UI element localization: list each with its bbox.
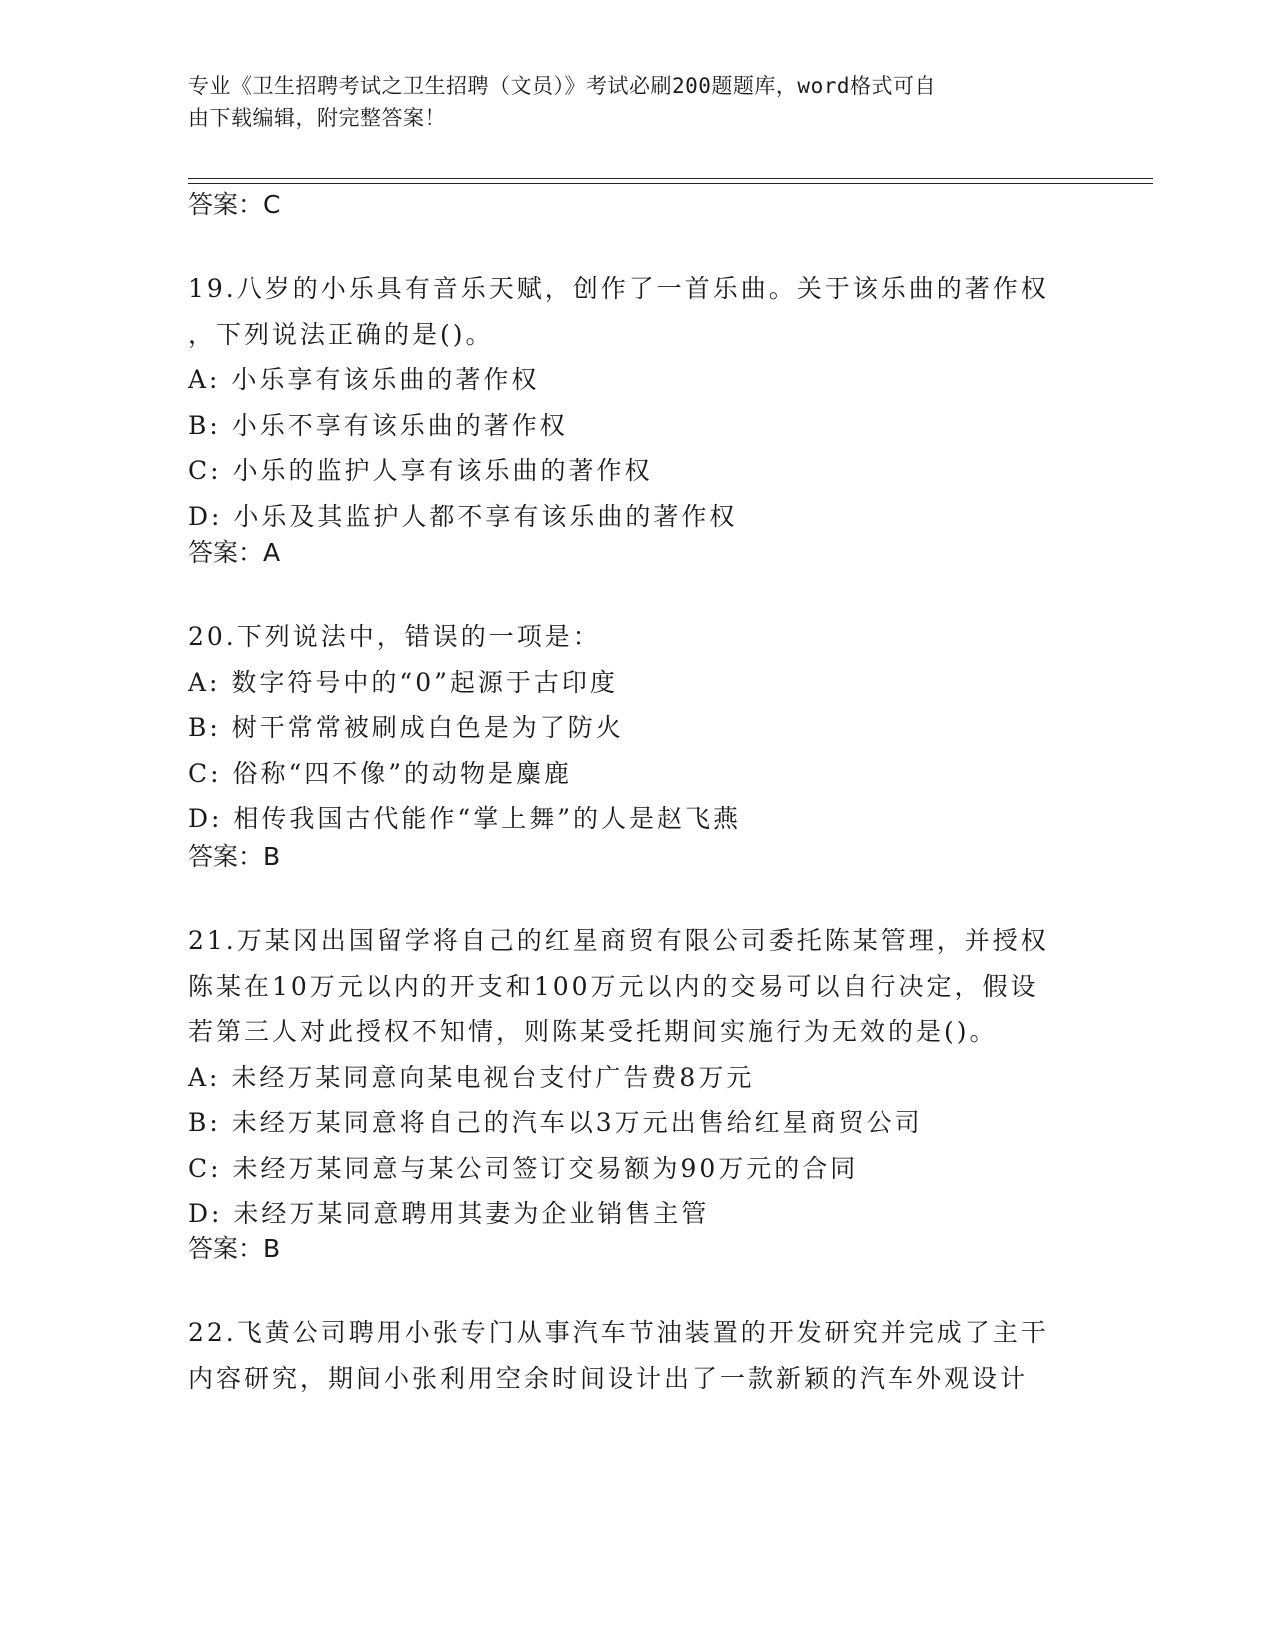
question-21-option-c: C: 未经万某同意与某公司签订交易额为90万元的合同 — [188, 1153, 859, 1183]
question-19-line-1: 19.八岁的小乐具有音乐天赋，创作了一首乐曲。关于该乐曲的著作权 — [188, 274, 1049, 303]
question-19-answer: 答案：A — [188, 538, 281, 567]
header-line-2: 由下载编辑，附完整答案！ — [188, 106, 446, 130]
question-20-option-c: C: 俗称“四不像”的动物是麋鹿 — [188, 758, 573, 788]
question-20 — [188, 614, 1088, 842]
question-22-line-1: 22.飞黄公司聘用小张专门从事汽车节油装置的开发研究并完成了主干 — [188, 1318, 1049, 1347]
question-22-line-2: 内容研究，期间小张利用空余时间设计出了一款新颖的汽车外观设计 — [188, 1363, 1029, 1393]
question-20-answer: 答案：B — [188, 842, 281, 871]
question-19-option-a: A: 小乐享有该乐曲的著作权 — [188, 365, 540, 394]
header-divider — [188, 178, 1153, 179]
header-line-1: 专业《卫生招聘考试之卫生招聘（文员）》考试必刷200题题库，word格式可自 — [188, 74, 936, 98]
question-21-option-d: D: 未经万某同意聘用其妻为企业销售主管 — [188, 1199, 710, 1228]
question-19-option-d: D: 小乐及其监护人都不享有该乐曲的著作权 — [188, 501, 738, 531]
question-21-option-a: A: 未经万某同意向某电视台支付广告费8万元 — [188, 1062, 755, 1092]
answer-previous: 答案：C — [188, 190, 281, 219]
question-19-line-2: ，下列说法正确的是()。 — [188, 319, 494, 349]
question-21 — [188, 918, 1088, 1237]
question-19 — [188, 266, 1088, 539]
question-21-option-b: B: 未经万某同意将自己的汽车以3万元出售给红星商贸公司 — [188, 1108, 923, 1137]
header-divider-secondary — [188, 183, 1153, 184]
question-21-answer: 答案：B — [188, 1234, 281, 1263]
question-19-option-c: C: 小乐的监护人享有该乐曲的著作权 — [188, 456, 653, 485]
question-21-line-2: 陈某在10万元以内的开支和100万元以内的交易可以自行决定，假设 — [188, 971, 1039, 1001]
question-21-line-3: 若第三人对此授权不知情，则陈某受托期间实施行为无效的是()。 — [188, 1017, 998, 1046]
question-20-option-d: D: 相传我国古代能作“掌上舞”的人是赵飞燕 — [188, 804, 741, 833]
question-20-option-b: B: 树干常常被刷成白色是为了防火 — [188, 713, 624, 742]
question-21-line-1: 21.万某冈出国留学将自己的红星商贸有限公司委托陈某管理，并授权 — [188, 926, 1049, 955]
question-20-option-a: A: 数字符号中的“0”起源于古印度 — [188, 667, 618, 697]
question-20-line-1: 20.下列说法中，错误的一项是： — [188, 622, 601, 651]
document-header — [188, 70, 1068, 134]
question-22 — [188, 1310, 1088, 1401]
question-19-option-b: B: 小乐不享有该乐曲的著作权 — [188, 410, 568, 440]
